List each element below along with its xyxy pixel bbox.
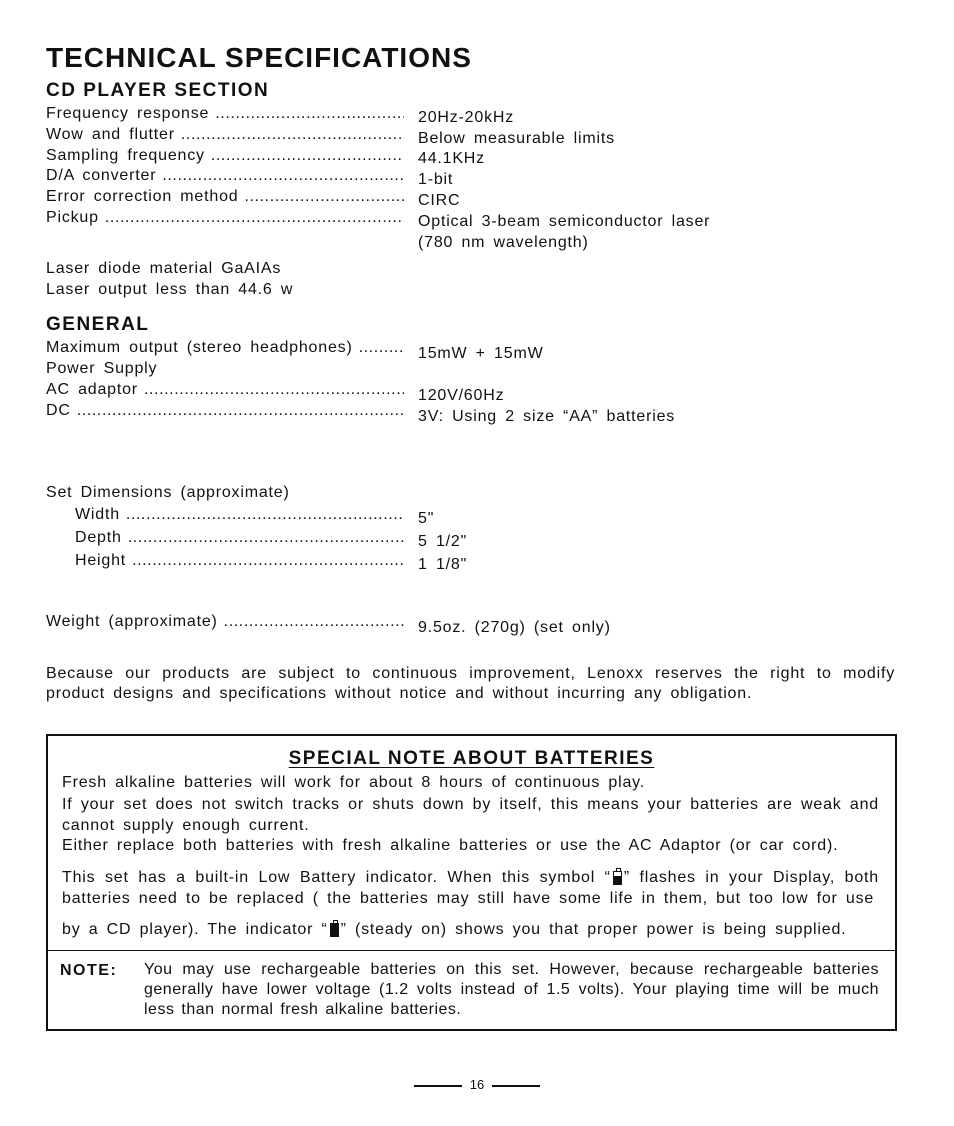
footer-rule-right <box>492 1085 540 1087</box>
battery-note-line-5: by a CD player). The indicator “ ” (steady on) shows you that proper power is being supplied. <box>62 921 847 938</box>
spec-label-da-converter: D/A converter ..... <box>46 167 404 185</box>
laser-output: Laser output less than 44.6 w <box>46 281 294 298</box>
spec-value-weight: 9.5oz. (270g) (set only) <box>418 619 611 636</box>
battery-note-line-3: Either replace both batteries with fresh alkaline batteries or use the AC Adaptor (or car cord). <box>62 837 839 854</box>
disclaimer-paragraph: Because our products are subject to continuous improvement, Lenoxx reserves the right to modify product designs and specifications without notice and without incurring any obligation. <box>46 665 895 702</box>
spec-value-pickup-wavelength: (780 nm wavelength) <box>418 234 589 251</box>
note-label: NOTE: <box>60 962 118 979</box>
spec-value-depth: 5 1/2" <box>418 533 468 550</box>
spec-value-dc: 3V: Using 2 size “AA” batteries <box>418 408 676 425</box>
battery-note-line-2: If your set does not switch tracks or shuts down by itself, this means your batteries are weak and cannot supply enough current. <box>62 796 879 834</box>
note-text: You may use rechargeable batteries on this set. However, because rechargeable batteries generally have lower voltage (1.2 volts instead of 1.5 volts). Your playing time will be much less than normal fresh alkaline batteries. <box>144 961 879 1018</box>
battery-note-line-4: This set has a built-in Low Battery indicator. When this symbol “ ” flashes in your Display, both batteries need to be replaced ( the batteries may still have some life in them, but too low for use <box>62 869 879 907</box>
spec-label-width: Width ..... <box>75 506 404 524</box>
spec-value-height: 1 1/8" <box>418 556 468 573</box>
page-title: TECHNICAL SPECIFICATIONS <box>46 42 472 73</box>
spec-label-depth: Depth ..... <box>75 529 404 547</box>
spec-label-dc: DC ..... <box>46 402 404 420</box>
battery-note-box <box>46 734 897 1031</box>
spec-label-pickup: Pickup ..... <box>46 209 404 227</box>
power-supply-label: Power Supply <box>46 360 158 377</box>
spec-value-ac-adaptor: 120V/60Hz <box>418 387 505 404</box>
spec-value-max-output: 15mW + 15mW <box>418 345 544 362</box>
footer-rule-left <box>414 1085 462 1087</box>
box-divider <box>48 950 895 951</box>
low-battery-icon <box>613 868 622 885</box>
spec-value-frequency-response: 20Hz-20kHz <box>418 109 515 126</box>
cd-section-heading: CD PLAYER SECTION <box>46 80 270 101</box>
spec-value-pickup: Optical 3-beam semiconductor laser <box>418 213 711 230</box>
spec-label-weight: Weight (approximate) ..... <box>46 613 404 631</box>
full-battery-icon <box>330 920 339 937</box>
spec-value-sampling-frequency: 44.1KHz <box>418 150 485 167</box>
spec-label-sampling-frequency: Sampling frequency ..... <box>46 147 404 165</box>
spec-label-ac-adaptor: AC adaptor ..... <box>46 381 404 399</box>
battery-note-line-1: Fresh alkaline batteries will work for about 8 hours of continuous play. <box>62 774 645 791</box>
spec-label-frequency-response: Frequency response ..... <box>46 105 404 123</box>
laser-material: Laser diode material GaAIAs <box>46 260 282 277</box>
page-footer <box>0 1077 954 1092</box>
spec-value-wow-flutter: Below measurable limits <box>418 130 615 147</box>
spec-label-wow-flutter: Wow and flutter ..... <box>46 126 404 144</box>
spec-label-error-correction: Error correction method ..... <box>46 188 404 206</box>
battery-note-heading: SPECIAL NOTE ABOUT BATTERIES <box>288 748 655 769</box>
spec-label-max-output: Maximum output (stereo headphones) ..... <box>46 339 404 357</box>
spec-label-height: Height ..... <box>75 552 404 570</box>
spec-value-error-correction: CIRC <box>418 192 461 209</box>
page-number: 16 <box>469 1077 485 1092</box>
spec-value-da-converter: 1-bit <box>418 171 454 188</box>
dimensions-label: Set Dimensions (approximate) <box>46 484 290 501</box>
general-heading: GENERAL <box>46 314 150 335</box>
spec-value-width: 5" <box>418 510 435 527</box>
